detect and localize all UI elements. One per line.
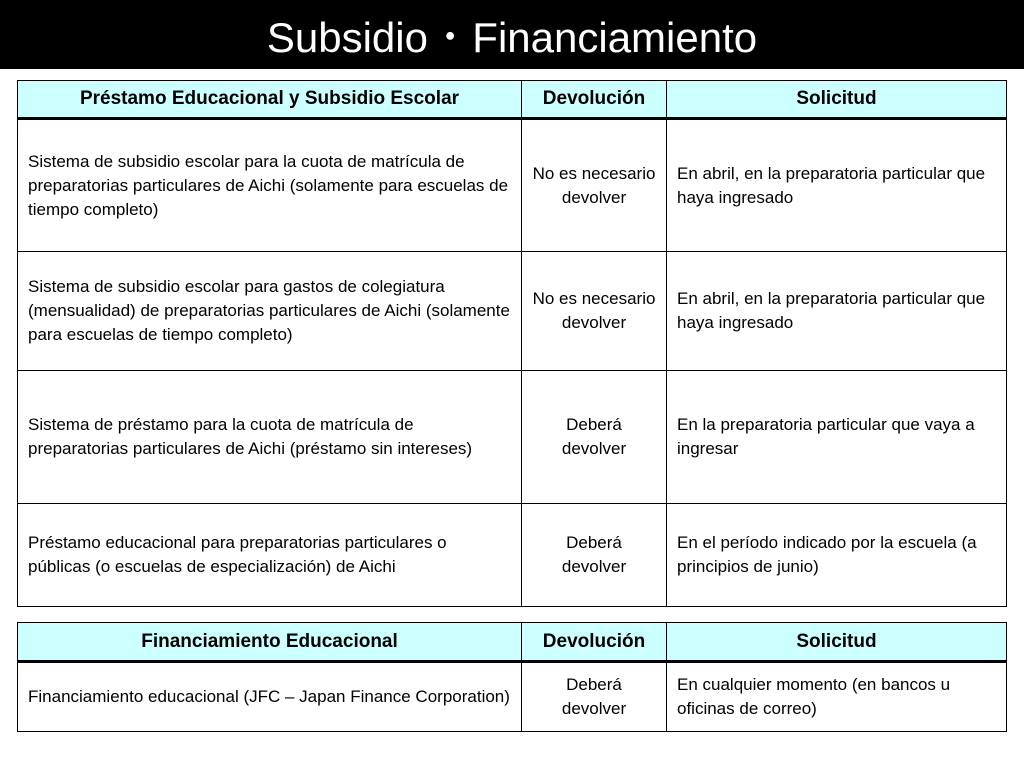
return-cell: Deberá devolver — [522, 504, 667, 607]
application-cell: En la preparatoria particular que vaya a ingresar — [667, 371, 1007, 504]
header-program: Financiamiento Educacional — [18, 623, 522, 662]
program-cell: Sistema de préstamo para la cuota de matrícula de preparatorias particulares de Aichi (préstamo sin intereses) — [18, 371, 522, 504]
header-return: Devolución — [522, 81, 667, 119]
table-row — [18, 371, 1007, 504]
application-cell: En abril, en la preparatoria particular que haya ingresado — [667, 252, 1007, 371]
program-cell: Financiamiento educacional (JFC – Japan Finance Corporation) — [18, 662, 522, 732]
header-return: Devolución — [522, 623, 667, 662]
page-title: Subsidio ･ Financiamiento — [266, 13, 758, 61]
header-application: Solicitud — [667, 81, 1007, 119]
table-row — [18, 662, 1007, 732]
application-cell: En cualquier momento (en bancos u oficinas de correo) — [667, 662, 1007, 732]
table-header-row — [18, 81, 1007, 119]
program-cell: Préstamo educacional para preparatorias particulares o públicas (o escuelas de especialización) de Aichi — [18, 504, 522, 607]
table-row — [18, 252, 1007, 371]
application-cell: En el período indicado por la escuela (a principios de junio) — [667, 504, 1007, 607]
loan-subsidy-table — [17, 80, 1007, 607]
application-cell: En abril, en la preparatoria particular que haya ingresado — [667, 119, 1007, 252]
financing-table — [17, 622, 1007, 732]
return-cell: Deberá devolver — [522, 371, 667, 504]
program-cell: Sistema de subsidio escolar para la cuota de matrícula de preparatorias particulares de Aichi (solamente para escuelas de tiempo completo) — [18, 119, 522, 252]
return-cell: Deberá devolver — [522, 662, 667, 732]
table-row — [18, 119, 1007, 252]
header-program: Préstamo Educacional y Subsidio Escolar — [18, 81, 522, 119]
table-row — [18, 504, 1007, 607]
return-cell: No es necesario devolver — [522, 119, 667, 252]
table-header-row — [18, 623, 1007, 662]
title-bar — [0, 0, 1024, 69]
header-application: Solicitud — [667, 623, 1007, 662]
return-cell: No es necesario devolver — [522, 252, 667, 371]
program-cell: Sistema de subsidio escolar para gastos de colegiatura (mensualidad) de preparatorias particulares de Aichi (solamente para escuelas de tiempo completo) — [18, 252, 522, 371]
